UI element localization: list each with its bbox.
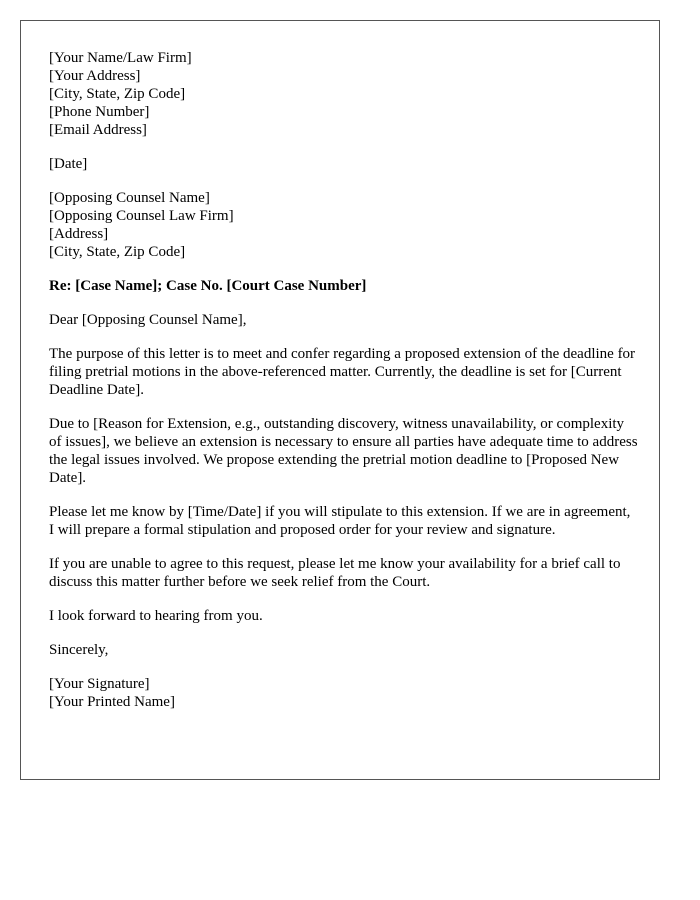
body-paragraph-4: If you are unable to agree to this request, please let me know your availability for a brief call to discuss this matter further before we seek relief from the Court. (49, 556, 621, 590)
date-block (49, 155, 639, 173)
sender-name: [Your Name/Law Firm] (49, 50, 192, 66)
recipient-block (49, 189, 639, 261)
salutation: Dear [Opposing Counsel Name], (49, 312, 247, 328)
sender-address: [Your Address] (49, 68, 141, 84)
sender-city-state-zip: [City, State, Zip Code] (49, 86, 186, 102)
recipient-firm: [Opposing Counsel Law Firm] (49, 208, 234, 224)
signature-line: [Your Signature] (49, 676, 150, 692)
recipient-city-state-zip: [City, State, Zip Code] (49, 244, 186, 260)
letter-page (20, 20, 660, 780)
subject-line: Re: [Case Name]; Case No. [Court Case Number] (49, 278, 367, 294)
letter-date: [Date] (49, 156, 88, 172)
sender-email: [Email Address] (49, 122, 147, 138)
printed-name: [Your Printed Name] (49, 694, 175, 710)
body-paragraph-3: Please let me know by [Time/Date] if you will stipulate to this extension. If we are in agreement, I will prepare a formal stipulation and proposed order for your review and signature. (49, 504, 631, 538)
body-paragraph-1: The purpose of this letter is to meet and confer regarding a proposed extension of the deadline for filing pretrial motions in the above-referenced matter. Currently, the deadline is set for [Current Deadline Date]. (49, 346, 636, 398)
signature-block (49, 675, 639, 711)
body-paragraph-2: Due to [Reason for Extension, e.g., outstanding discovery, witness unavailability, or complexity of issues], we believe an extension is necessary to ensure all parties have adequate time to address the legal issues involved. We propose extending the pretrial motion deadline to [Proposed New Date]. (49, 416, 638, 486)
closing: Sincerely, (49, 642, 109, 658)
letter-content (49, 49, 639, 727)
recipient-address: [Address] (49, 226, 109, 242)
body-paragraph-5: I look forward to hearing from you. (49, 608, 263, 624)
recipient-name: [Opposing Counsel Name] (49, 190, 210, 206)
sender-phone: [Phone Number] (49, 104, 150, 120)
sender-block (49, 49, 639, 139)
